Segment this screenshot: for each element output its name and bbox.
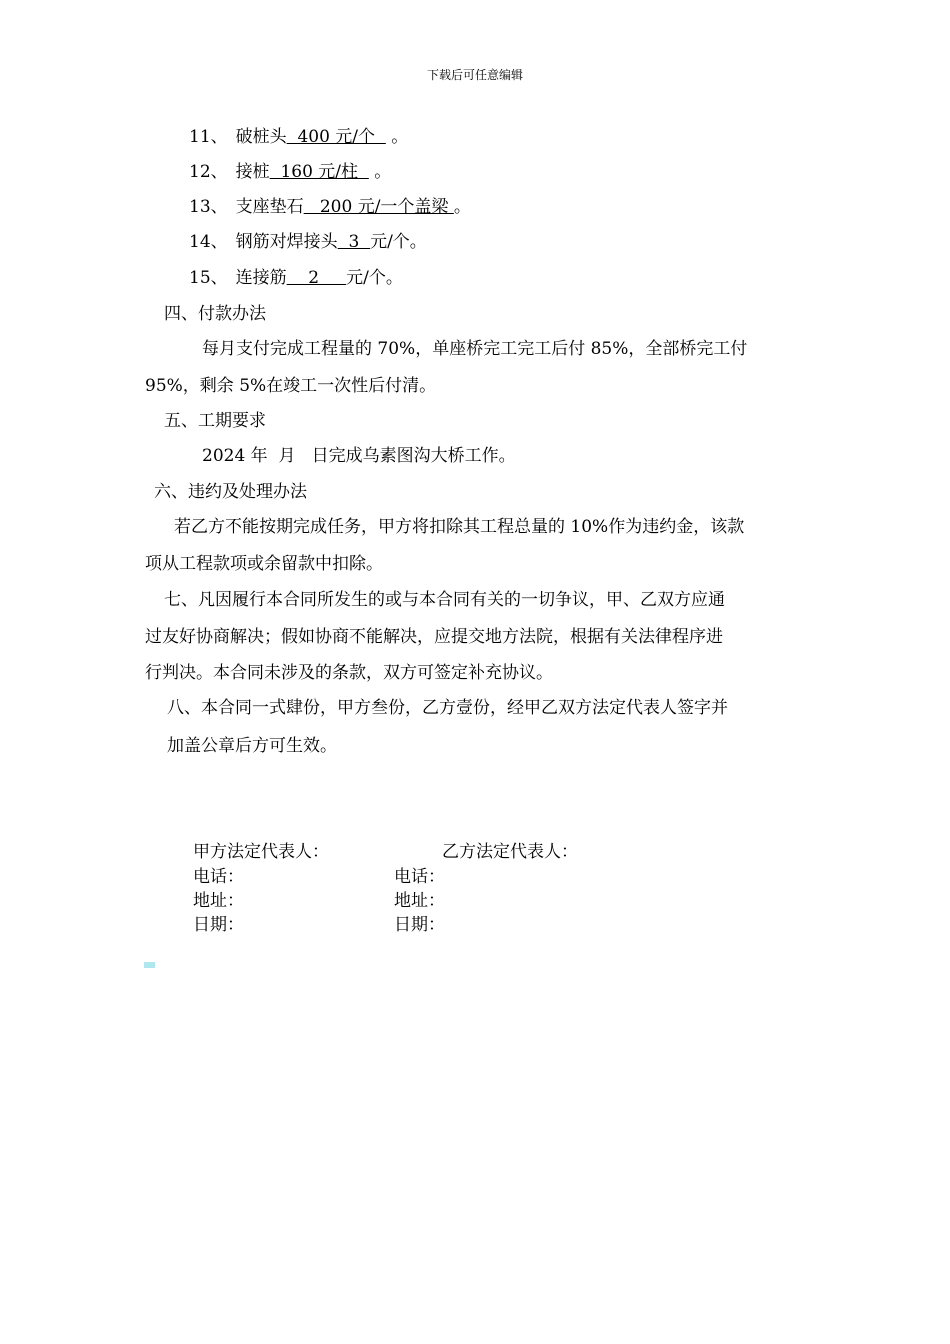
item-12 (189, 161, 391, 183)
party-b-phone: 电话： (394, 867, 445, 887)
item-14 (189, 231, 427, 253)
highlight-marker (144, 962, 155, 968)
item-label: 破桩头 (235, 127, 287, 147)
item-number: 12、 (189, 162, 228, 182)
item-value: 2 (286, 268, 347, 288)
party-a-date: 日期： (193, 915, 244, 935)
item-suffix: 。 (385, 127, 409, 147)
item-suffix: 。 (453, 197, 471, 217)
item-value: 200 元/一个盖梁 (303, 197, 454, 217)
item-label: 钢筋对焊接头 (235, 232, 338, 252)
item-15 (189, 267, 403, 289)
item-number: 11、 (189, 127, 228, 147)
item-value: 400 元/个 (286, 127, 386, 147)
breach-title: 六、违约及处理办法 (154, 482, 307, 502)
item-suffix: 元/个。 (370, 232, 427, 252)
item-number: 15、 (189, 268, 228, 288)
payment-text-line2: 95%，剩余 5%在竣工一次性后付清。 (145, 376, 437, 396)
item-value: 3 (337, 232, 371, 252)
party-a-address: 地址： (193, 891, 244, 911)
payment-title: 四、付款办法 (164, 304, 266, 324)
item-suffix: 。 (368, 162, 392, 182)
item-number: 14、 (189, 232, 228, 252)
header-note: 下载后可任意编辑 (426, 68, 523, 82)
item-11 (189, 126, 408, 148)
party-b-representative: 乙方法定代表人： (442, 842, 578, 862)
item-label: 接桩 (235, 162, 270, 182)
breach-text-line2: 项从工程款项或余留款中扣除。 (145, 554, 383, 574)
item-suffix: 元/个。 (346, 268, 403, 288)
payment-text-line1: 每月支付完成工程量的 70%，单座桥完工完工后付 85%，全部桥完工付 (202, 339, 748, 359)
item-value: 160 元/柱 (269, 162, 369, 182)
schedule-text: 2024 年 月 日完成乌素图沟大桥工作。 (202, 446, 516, 466)
party-a-phone: 电话： (193, 867, 244, 887)
party-b-address: 地址： (394, 891, 445, 911)
schedule-title: 五、工期要求 (164, 411, 266, 431)
party-a-representative: 甲方法定代表人： (193, 842, 329, 862)
copies-text-line1: 八、本合同一式肆份，甲方叁份，乙方壹份，经甲乙双方法定代表人签字并 (167, 698, 728, 718)
dispute-text-line3: 行判决。本合同未涉及的条款，双方可签定补充协议。 (145, 663, 553, 683)
item-13 (189, 196, 471, 218)
item-label: 连接筋 (235, 268, 287, 288)
item-number: 13、 (189, 197, 228, 217)
dispute-text-line1: 七、凡因履行本合同所发生的或与本合同有关的一切争议，甲、乙双方应通 (164, 590, 725, 610)
item-label: 支座垫石 (235, 197, 304, 217)
copies-text-line2: 加盖公章后方可生效。 (167, 736, 337, 756)
dispute-text-line2: 过友好协商解决；假如协商不能解决，应提交地方法院，根据有关法律程序进 (145, 627, 723, 647)
party-b-date: 日期： (394, 915, 445, 935)
breach-text-line1: 若乙方不能按期完成任务，甲方将扣除其工程总量的 10%作为违约金，该款 (174, 517, 745, 537)
